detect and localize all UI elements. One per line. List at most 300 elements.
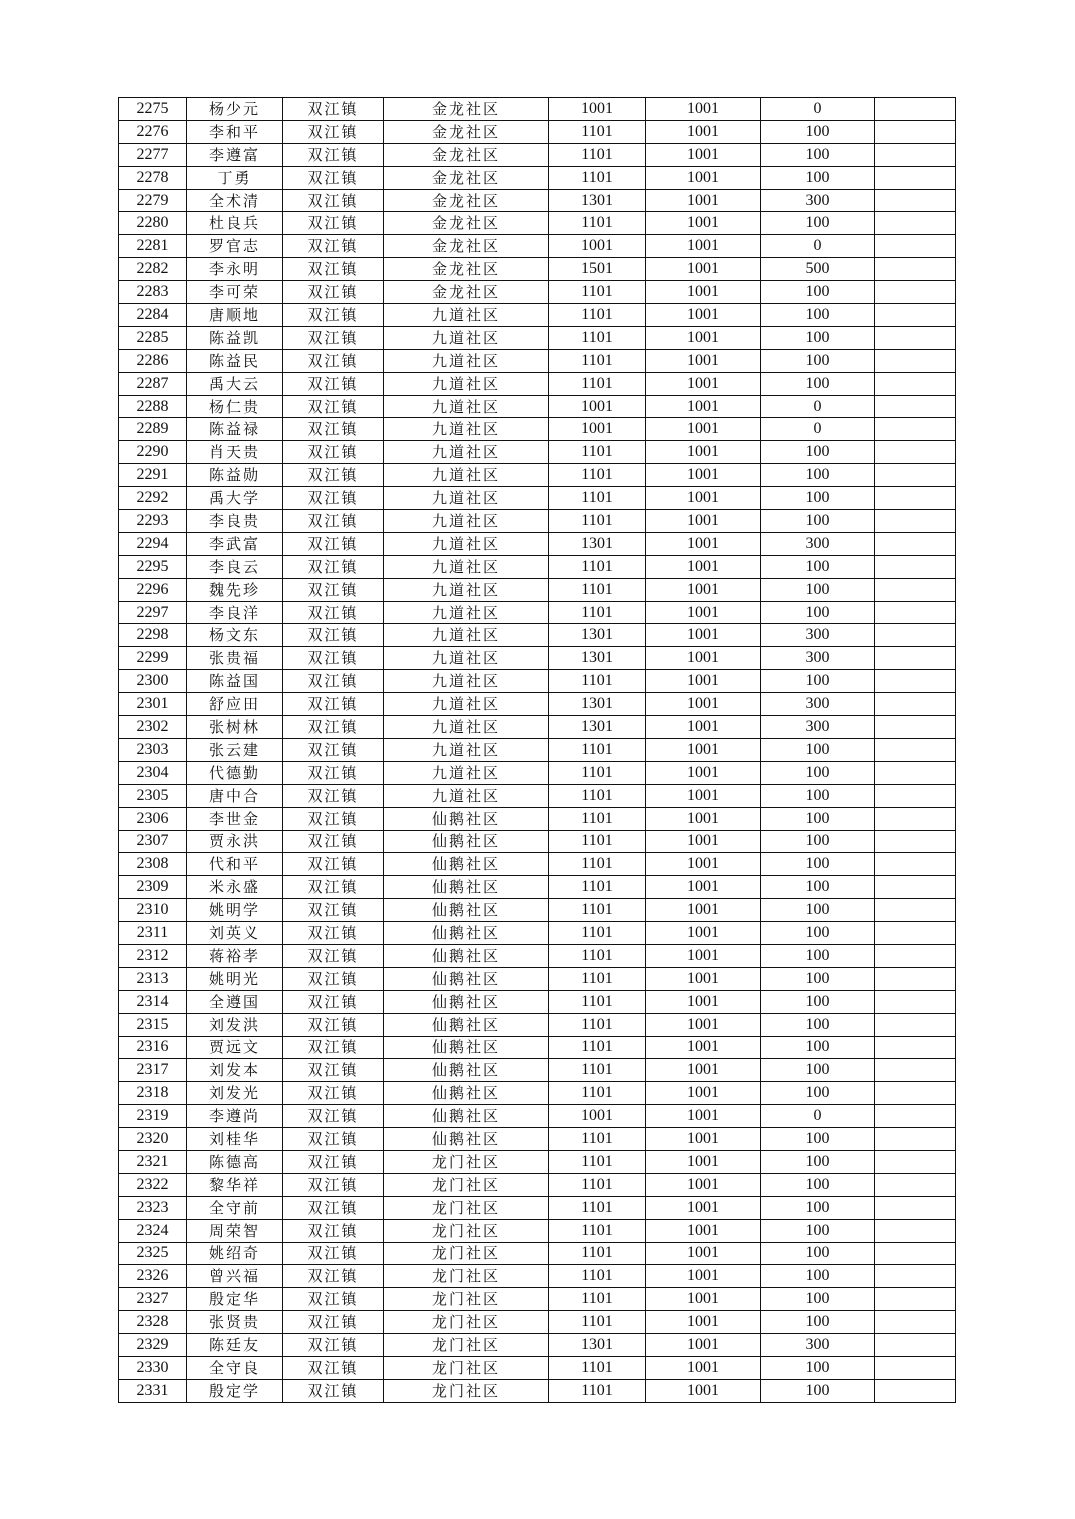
table-row xyxy=(119,143,956,166)
cell-value-c: 100 xyxy=(761,1013,875,1036)
cell-number: 2329 xyxy=(119,1334,187,1357)
cell-value-a: 1101 xyxy=(549,1173,646,1196)
cell-name: 姚明光 xyxy=(187,967,283,990)
cell-value-c: 100 xyxy=(761,1265,875,1288)
cell-community: 仙鹅社区 xyxy=(384,1082,549,1105)
cell-value-c: 100 xyxy=(761,944,875,967)
table-row xyxy=(119,532,956,555)
cell-value-c: 100 xyxy=(761,1219,875,1242)
cell-name: 陈益国 xyxy=(187,670,283,693)
table-row xyxy=(119,784,956,807)
cell-community: 九道社区 xyxy=(384,532,549,555)
cell-value-b: 1001 xyxy=(646,464,761,487)
cell-value-c: 0 xyxy=(761,98,875,121)
cell-note xyxy=(875,1150,956,1173)
cell-value-a: 1101 xyxy=(549,487,646,510)
cell-value-c: 100 xyxy=(761,212,875,235)
cell-value-b: 1001 xyxy=(646,601,761,624)
cell-name: 杨少元 xyxy=(187,98,283,121)
cell-community: 九道社区 xyxy=(384,326,549,349)
cell-value-b: 1001 xyxy=(646,166,761,189)
cell-value-b: 1001 xyxy=(646,1013,761,1036)
cell-number: 2281 xyxy=(119,235,187,258)
cell-value-a: 1301 xyxy=(549,532,646,555)
cell-value-b: 1001 xyxy=(646,418,761,441)
cell-town: 双江镇 xyxy=(283,1013,384,1036)
cell-community: 仙鹅社区 xyxy=(384,876,549,899)
cell-name: 殷定学 xyxy=(187,1379,283,1402)
cell-town: 双江镇 xyxy=(283,578,384,601)
cell-value-a: 1101 xyxy=(549,1356,646,1379)
cell-number: 2309 xyxy=(119,876,187,899)
cell-name: 周荣智 xyxy=(187,1219,283,1242)
cell-name: 黎华祥 xyxy=(187,1173,283,1196)
cell-name: 米永盛 xyxy=(187,876,283,899)
table-row xyxy=(119,738,956,761)
cell-town: 双江镇 xyxy=(283,967,384,990)
cell-name: 张树林 xyxy=(187,716,283,739)
cell-town: 双江镇 xyxy=(283,1379,384,1402)
table-row xyxy=(119,372,956,395)
cell-community: 九道社区 xyxy=(384,418,549,441)
cell-value-c: 300 xyxy=(761,1334,875,1357)
cell-value-b: 1001 xyxy=(646,1334,761,1357)
cell-value-a: 1101 xyxy=(549,1379,646,1402)
cell-town: 双江镇 xyxy=(283,1036,384,1059)
cell-community: 龙门社区 xyxy=(384,1379,549,1402)
cell-value-b: 1001 xyxy=(646,326,761,349)
cell-number: 2311 xyxy=(119,922,187,945)
cell-value-a: 1101 xyxy=(549,510,646,533)
cell-note xyxy=(875,1173,956,1196)
cell-number: 2283 xyxy=(119,281,187,304)
cell-note xyxy=(875,716,956,739)
cell-value-b: 1001 xyxy=(646,212,761,235)
cell-name: 禹大学 xyxy=(187,487,283,510)
cell-note xyxy=(875,235,956,258)
cell-number: 2299 xyxy=(119,647,187,670)
cell-note xyxy=(875,189,956,212)
cell-value-a: 1301 xyxy=(549,1334,646,1357)
table-row xyxy=(119,1219,956,1242)
cell-town: 双江镇 xyxy=(283,761,384,784)
table-row xyxy=(119,830,956,853)
cell-value-c: 100 xyxy=(761,784,875,807)
cell-note xyxy=(875,784,956,807)
cell-name: 陈廷友 xyxy=(187,1334,283,1357)
table-row xyxy=(119,487,956,510)
cell-value-b: 1001 xyxy=(646,555,761,578)
table-row xyxy=(119,510,956,533)
cell-town: 双江镇 xyxy=(283,487,384,510)
cell-number: 2318 xyxy=(119,1082,187,1105)
cell-name: 李武富 xyxy=(187,532,283,555)
cell-town: 双江镇 xyxy=(283,143,384,166)
cell-town: 双江镇 xyxy=(283,212,384,235)
cell-value-b: 1001 xyxy=(646,1356,761,1379)
cell-value-b: 1001 xyxy=(646,258,761,281)
cell-value-b: 1001 xyxy=(646,876,761,899)
cell-number: 2286 xyxy=(119,349,187,372)
cell-value-c: 100 xyxy=(761,1356,875,1379)
cell-community: 仙鹅社区 xyxy=(384,1128,549,1151)
cell-community: 九道社区 xyxy=(384,578,549,601)
cell-community: 九道社区 xyxy=(384,784,549,807)
cell-value-a: 1101 xyxy=(549,990,646,1013)
table-row xyxy=(119,120,956,143)
table-row xyxy=(119,349,956,372)
cell-value-c: 100 xyxy=(761,1173,875,1196)
cell-number: 2300 xyxy=(119,670,187,693)
cell-value-c: 100 xyxy=(761,143,875,166)
cell-value-b: 1001 xyxy=(646,532,761,555)
table-row xyxy=(119,1265,956,1288)
cell-number: 2321 xyxy=(119,1150,187,1173)
cell-town: 双江镇 xyxy=(283,899,384,922)
cell-name: 禹大云 xyxy=(187,372,283,395)
cell-value-a: 1301 xyxy=(549,189,646,212)
cell-value-c: 100 xyxy=(761,853,875,876)
cell-name: 姚绍奇 xyxy=(187,1242,283,1265)
cell-name: 曾兴福 xyxy=(187,1265,283,1288)
cell-name: 刘发光 xyxy=(187,1082,283,1105)
cell-value-c: 100 xyxy=(761,670,875,693)
cell-town: 双江镇 xyxy=(283,922,384,945)
cell-number: 2301 xyxy=(119,693,187,716)
cell-town: 双江镇 xyxy=(283,166,384,189)
cell-note xyxy=(875,578,956,601)
table-row xyxy=(119,326,956,349)
table-row xyxy=(119,281,956,304)
cell-note xyxy=(875,143,956,166)
cell-name: 刘英义 xyxy=(187,922,283,945)
cell-value-a: 1101 xyxy=(549,555,646,578)
cell-value-c: 100 xyxy=(761,1196,875,1219)
cell-community: 仙鹅社区 xyxy=(384,944,549,967)
cell-note xyxy=(875,922,956,945)
cell-number: 2291 xyxy=(119,464,187,487)
cell-note xyxy=(875,555,956,578)
table-row xyxy=(119,418,956,441)
cell-value-a: 1101 xyxy=(549,1036,646,1059)
table-row xyxy=(119,166,956,189)
cell-number: 2314 xyxy=(119,990,187,1013)
cell-value-c: 100 xyxy=(761,120,875,143)
cell-value-b: 1001 xyxy=(646,624,761,647)
cell-value-b: 1001 xyxy=(646,487,761,510)
cell-name: 刘发本 xyxy=(187,1059,283,1082)
cell-value-a: 1101 xyxy=(549,876,646,899)
cell-value-b: 1001 xyxy=(646,761,761,784)
cell-note xyxy=(875,1265,956,1288)
cell-town: 双江镇 xyxy=(283,1196,384,1219)
table-row xyxy=(119,624,956,647)
cell-town: 双江镇 xyxy=(283,1242,384,1265)
cell-town: 双江镇 xyxy=(283,1311,384,1334)
cell-value-c: 100 xyxy=(761,1128,875,1151)
cell-value-c: 100 xyxy=(761,738,875,761)
cell-community: 九道社区 xyxy=(384,487,549,510)
cell-value-a: 1001 xyxy=(549,418,646,441)
cell-name: 李良云 xyxy=(187,555,283,578)
cell-number: 2289 xyxy=(119,418,187,441)
cell-community: 仙鹅社区 xyxy=(384,830,549,853)
cell-number: 2323 xyxy=(119,1196,187,1219)
cell-community: 金龙社区 xyxy=(384,98,549,121)
cell-number: 2298 xyxy=(119,624,187,647)
cell-value-c: 100 xyxy=(761,990,875,1013)
cell-value-b: 1001 xyxy=(646,1196,761,1219)
cell-note xyxy=(875,98,956,121)
cell-name: 陈益凯 xyxy=(187,326,283,349)
table-row xyxy=(119,212,956,235)
cell-note xyxy=(875,1288,956,1311)
cell-town: 双江镇 xyxy=(283,990,384,1013)
cell-name: 张云建 xyxy=(187,738,283,761)
cell-value-a: 1301 xyxy=(549,693,646,716)
cell-note xyxy=(875,1379,956,1402)
cell-value-a: 1101 xyxy=(549,1150,646,1173)
cell-name: 罗官志 xyxy=(187,235,283,258)
cell-value-a: 1101 xyxy=(549,120,646,143)
cell-value-c: 500 xyxy=(761,258,875,281)
cell-note xyxy=(875,464,956,487)
cell-community: 仙鹅社区 xyxy=(384,1036,549,1059)
cell-note xyxy=(875,1105,956,1128)
cell-value-c: 300 xyxy=(761,189,875,212)
cell-value-b: 1001 xyxy=(646,120,761,143)
cell-number: 2292 xyxy=(119,487,187,510)
cell-community: 龙门社区 xyxy=(384,1150,549,1173)
cell-community: 龙门社区 xyxy=(384,1219,549,1242)
cell-value-a: 1101 xyxy=(549,441,646,464)
cell-number: 2288 xyxy=(119,395,187,418)
cell-note xyxy=(875,1059,956,1082)
cell-community: 金龙社区 xyxy=(384,120,549,143)
cell-value-c: 100 xyxy=(761,281,875,304)
cell-town: 双江镇 xyxy=(283,349,384,372)
cell-community: 仙鹅社区 xyxy=(384,922,549,945)
cell-value-a: 1101 xyxy=(549,326,646,349)
cell-community: 仙鹅社区 xyxy=(384,807,549,830)
table-row xyxy=(119,922,956,945)
cell-value-a: 1101 xyxy=(549,1082,646,1105)
cell-value-b: 1001 xyxy=(646,441,761,464)
cell-name: 李和平 xyxy=(187,120,283,143)
cell-number: 2290 xyxy=(119,441,187,464)
cell-value-b: 1001 xyxy=(646,990,761,1013)
cell-note xyxy=(875,395,956,418)
table-row xyxy=(119,853,956,876)
cell-value-a: 1101 xyxy=(549,830,646,853)
cell-value-b: 1001 xyxy=(646,1379,761,1402)
cell-number: 2324 xyxy=(119,1219,187,1242)
cell-value-c: 100 xyxy=(761,601,875,624)
cell-value-b: 1001 xyxy=(646,944,761,967)
cell-value-c: 300 xyxy=(761,532,875,555)
cell-value-b: 1001 xyxy=(646,738,761,761)
cell-community: 九道社区 xyxy=(384,670,549,693)
cell-community: 九道社区 xyxy=(384,510,549,533)
cell-community: 九道社区 xyxy=(384,716,549,739)
cell-community: 仙鹅社区 xyxy=(384,853,549,876)
cell-number: 2328 xyxy=(119,1311,187,1334)
cell-town: 双江镇 xyxy=(283,601,384,624)
cell-community: 九道社区 xyxy=(384,624,549,647)
cell-name: 陈德高 xyxy=(187,1150,283,1173)
cell-value-c: 100 xyxy=(761,876,875,899)
cell-name: 杨文东 xyxy=(187,624,283,647)
cell-value-c: 100 xyxy=(761,1150,875,1173)
cell-town: 双江镇 xyxy=(283,1059,384,1082)
cell-value-b: 1001 xyxy=(646,1036,761,1059)
cell-number: 2307 xyxy=(119,830,187,853)
cell-value-c: 300 xyxy=(761,716,875,739)
table-row xyxy=(119,716,956,739)
cell-town: 双江镇 xyxy=(283,853,384,876)
cell-town: 双江镇 xyxy=(283,326,384,349)
cell-note xyxy=(875,1013,956,1036)
cell-town: 双江镇 xyxy=(283,944,384,967)
cell-community: 九道社区 xyxy=(384,647,549,670)
cell-value-a: 1101 xyxy=(549,143,646,166)
cell-community: 仙鹅社区 xyxy=(384,1105,549,1128)
cell-value-a: 1101 xyxy=(549,1128,646,1151)
cell-number: 2277 xyxy=(119,143,187,166)
cell-note xyxy=(875,761,956,784)
cell-number: 2330 xyxy=(119,1356,187,1379)
table-row xyxy=(119,876,956,899)
cell-number: 2305 xyxy=(119,784,187,807)
cell-number: 2293 xyxy=(119,510,187,533)
cell-town: 双江镇 xyxy=(283,670,384,693)
cell-name: 唐顺地 xyxy=(187,304,283,327)
table-row xyxy=(119,647,956,670)
cell-value-a: 1101 xyxy=(549,1219,646,1242)
cell-town: 双江镇 xyxy=(283,510,384,533)
cell-value-b: 1001 xyxy=(646,1059,761,1082)
table-row xyxy=(119,899,956,922)
cell-town: 双江镇 xyxy=(283,395,384,418)
table-row xyxy=(119,1105,956,1128)
cell-value-b: 1001 xyxy=(646,1265,761,1288)
cell-value-b: 1001 xyxy=(646,1288,761,1311)
cell-community: 仙鹅社区 xyxy=(384,990,549,1013)
cell-town: 双江镇 xyxy=(283,1265,384,1288)
cell-town: 双江镇 xyxy=(283,738,384,761)
cell-value-c: 100 xyxy=(761,1059,875,1082)
roster-table xyxy=(118,97,956,1403)
table-row xyxy=(119,98,956,121)
cell-name: 殷定华 xyxy=(187,1288,283,1311)
cell-value-c: 100 xyxy=(761,922,875,945)
cell-name: 陈益禄 xyxy=(187,418,283,441)
cell-value-b: 1001 xyxy=(646,372,761,395)
cell-name: 贾远文 xyxy=(187,1036,283,1059)
cell-note xyxy=(875,944,956,967)
cell-community: 九道社区 xyxy=(384,555,549,578)
table-row xyxy=(119,1150,956,1173)
table-row xyxy=(119,441,956,464)
cell-town: 双江镇 xyxy=(283,555,384,578)
cell-community: 九道社区 xyxy=(384,761,549,784)
cell-town: 双江镇 xyxy=(283,258,384,281)
cell-number: 2297 xyxy=(119,601,187,624)
cell-note xyxy=(875,281,956,304)
cell-town: 双江镇 xyxy=(283,1105,384,1128)
cell-number: 2322 xyxy=(119,1173,187,1196)
cell-number: 2331 xyxy=(119,1379,187,1402)
cell-community: 龙门社区 xyxy=(384,1265,549,1288)
cell-name: 魏先珍 xyxy=(187,578,283,601)
cell-town: 双江镇 xyxy=(283,441,384,464)
cell-note xyxy=(875,853,956,876)
cell-note xyxy=(875,1356,956,1379)
cell-town: 双江镇 xyxy=(283,98,384,121)
cell-town: 双江镇 xyxy=(283,532,384,555)
cell-note xyxy=(875,670,956,693)
cell-town: 双江镇 xyxy=(283,624,384,647)
table-row xyxy=(119,761,956,784)
table-row xyxy=(119,304,956,327)
cell-value-b: 1001 xyxy=(646,98,761,121)
cell-value-b: 1001 xyxy=(646,235,761,258)
cell-value-b: 1001 xyxy=(646,853,761,876)
cell-number: 2313 xyxy=(119,967,187,990)
cell-number: 2276 xyxy=(119,120,187,143)
cell-community: 仙鹅社区 xyxy=(384,1059,549,1082)
table-row xyxy=(119,670,956,693)
cell-town: 双江镇 xyxy=(283,372,384,395)
cell-value-b: 1001 xyxy=(646,922,761,945)
cell-town: 双江镇 xyxy=(283,1356,384,1379)
cell-value-a: 1101 xyxy=(549,899,646,922)
table-row xyxy=(119,1196,956,1219)
table-row xyxy=(119,1311,956,1334)
cell-value-c: 100 xyxy=(761,967,875,990)
table-row xyxy=(119,990,956,1013)
cell-town: 双江镇 xyxy=(283,1288,384,1311)
cell-value-b: 1001 xyxy=(646,1242,761,1265)
cell-value-c: 100 xyxy=(761,349,875,372)
cell-value-a: 1501 xyxy=(549,258,646,281)
cell-value-a: 1101 xyxy=(549,944,646,967)
cell-value-a: 1101 xyxy=(549,784,646,807)
table-row xyxy=(119,578,956,601)
cell-note xyxy=(875,372,956,395)
cell-value-a: 1101 xyxy=(549,670,646,693)
cell-number: 2302 xyxy=(119,716,187,739)
cell-value-a: 1001 xyxy=(549,235,646,258)
cell-name: 李永明 xyxy=(187,258,283,281)
cell-value-b: 1001 xyxy=(646,693,761,716)
table-row xyxy=(119,235,956,258)
cell-value-a: 1101 xyxy=(549,372,646,395)
cell-name: 刘桂华 xyxy=(187,1128,283,1151)
cell-town: 双江镇 xyxy=(283,1150,384,1173)
cell-note xyxy=(875,807,956,830)
cell-community: 龙门社区 xyxy=(384,1242,549,1265)
cell-name: 李可荣 xyxy=(187,281,283,304)
cell-value-a: 1101 xyxy=(549,807,646,830)
table-row xyxy=(119,1173,956,1196)
cell-value-c: 100 xyxy=(761,1242,875,1265)
cell-value-b: 1001 xyxy=(646,578,761,601)
cell-community: 仙鹅社区 xyxy=(384,967,549,990)
cell-community: 金龙社区 xyxy=(384,212,549,235)
cell-name: 陈益民 xyxy=(187,349,283,372)
cell-value-a: 1301 xyxy=(549,716,646,739)
